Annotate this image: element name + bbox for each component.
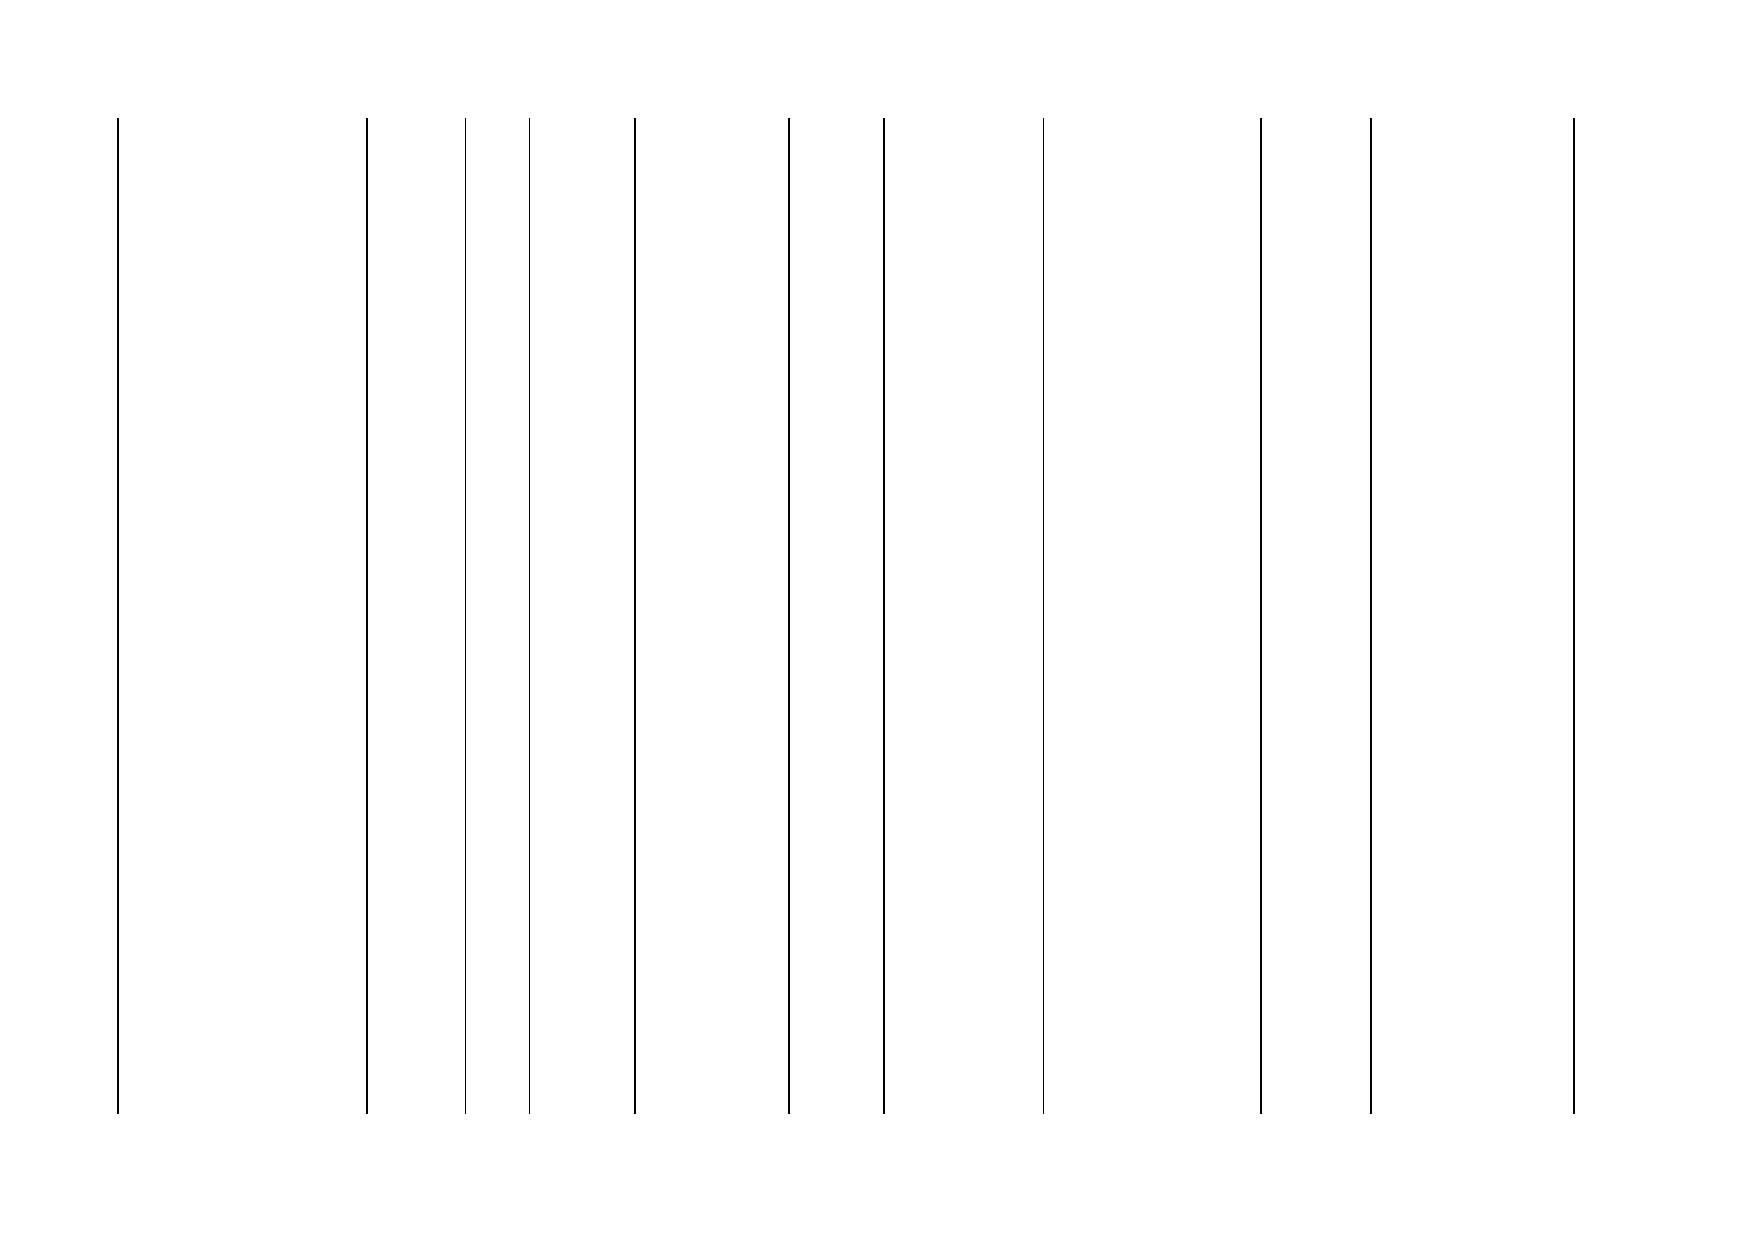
column-rule: [788, 118, 790, 1114]
column-rule: [1573, 118, 1575, 1114]
column-rule: [1370, 118, 1372, 1114]
column-rule: [465, 118, 466, 1114]
column-rule: [1043, 118, 1044, 1114]
column-rule: [366, 118, 368, 1114]
column-rule: [117, 118, 119, 1114]
column-rule: [529, 118, 530, 1114]
column-rule: [1260, 118, 1262, 1114]
column-rule: [883, 118, 885, 1114]
column-rule: [634, 118, 636, 1114]
